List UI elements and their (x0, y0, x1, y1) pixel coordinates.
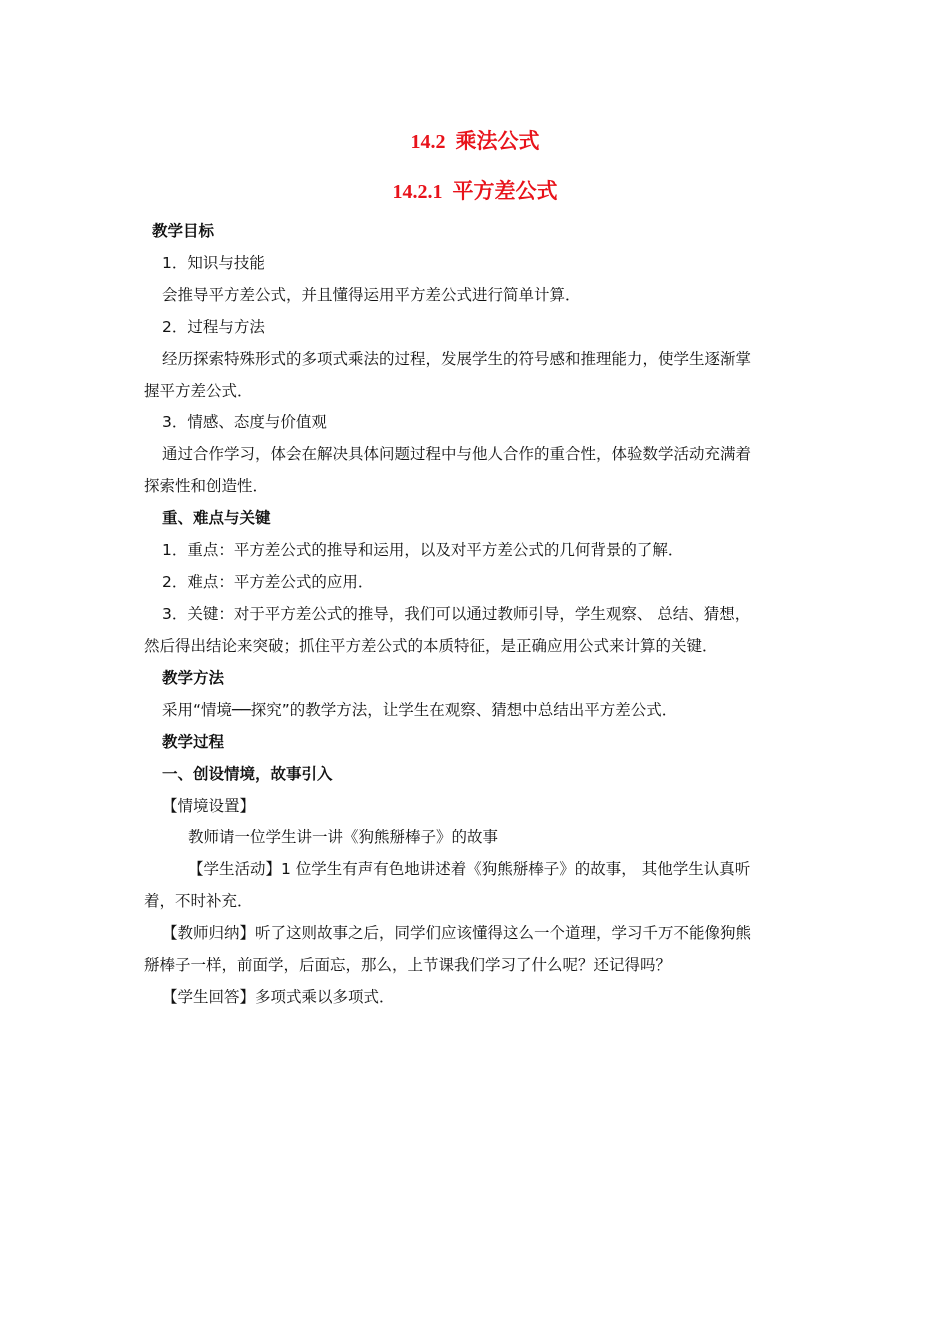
subsection-title-text: 平方差公式 (452, 179, 558, 203)
key-point-1: 1．重点：平方差公式的推导和运用，以及对平方差公式的几何背景的了解． (162, 541, 684, 559)
section-title-text: 乘法公式 (455, 129, 540, 153)
goal2-text-line1: 经历探索特殊形式的多项式乘法的过程，发展学生的符号感和推理能力，使学生逐渐掌 (162, 350, 752, 368)
subsection-title (0, 177, 950, 206)
goals-heading: 教学目标 (152, 222, 215, 240)
key-point-3-line2: 然后得出结论来突破；抓住平方差公式的本质特征，是正确应用公式来计算的关键． (144, 637, 718, 655)
goal2-text-line2: 握平方差公式． (144, 382, 253, 400)
student-activity-line1: 【学生活动】1 位学生有声有色地讲述着《狗熊掰棒子》的故事， 其他学生认真听 (188, 860, 751, 878)
key-point-3-line1: 3．关键：对于平方差公式的推导，我们可以通过教师引导，学生观察、 总结、猜想， (162, 605, 751, 623)
goal1-heading: 1．知识与技能 (162, 254, 265, 272)
section-title (0, 127, 950, 156)
key-point-2: 2．难点：平方差公式的应用． (162, 573, 374, 591)
scene-text: 教师请一位学生讲一讲《狗熊掰棒子》的故事 (188, 828, 499, 846)
goal3-text-line1: 通过合作学习，体会在解决具体问题过程中与他人合作的重合性，体验数学活动充满着 (162, 445, 752, 463)
method-heading: 教学方法 (162, 669, 225, 687)
goal3-text-line2: 探索性和创造性． (144, 477, 269, 495)
student-answer: 【学生回答】多项式乘以多项式． (162, 988, 395, 1006)
section-number: 14.2 (410, 131, 446, 153)
scene-label: 【情境设置】 (162, 797, 256, 815)
key-points-heading: 重、难点与关键 (162, 509, 271, 527)
goal3-heading: 3．情感、态度与价值观 (162, 413, 327, 431)
subsection-number: 14.2.1 (392, 181, 443, 203)
teacher-summary-line1: 【教师归纳】听了这则故事之后，同学们应该懂得这么一个道理，学习千万不能像狗熊 (162, 924, 752, 942)
method-text: 采用“情境──探究”的教学方法，让学生在观察、猜想中总结出平方差公式． (162, 701, 678, 719)
goal1-text: 会推导平方差公式，并且懂得运用平方差公式进行简单计算． (162, 286, 581, 304)
section1-heading: 一、创设情境，故事引入 (162, 765, 333, 783)
goal2-heading: 2．过程与方法 (162, 318, 265, 336)
process-heading: 教学过程 (162, 733, 225, 751)
student-activity-line2: 着，不时补充． (144, 892, 253, 910)
teacher-summary-line2: 掰棒子一样，前面学，后面忘，那么，上节课我们学习了什么呢？还记得吗？ (144, 956, 672, 974)
